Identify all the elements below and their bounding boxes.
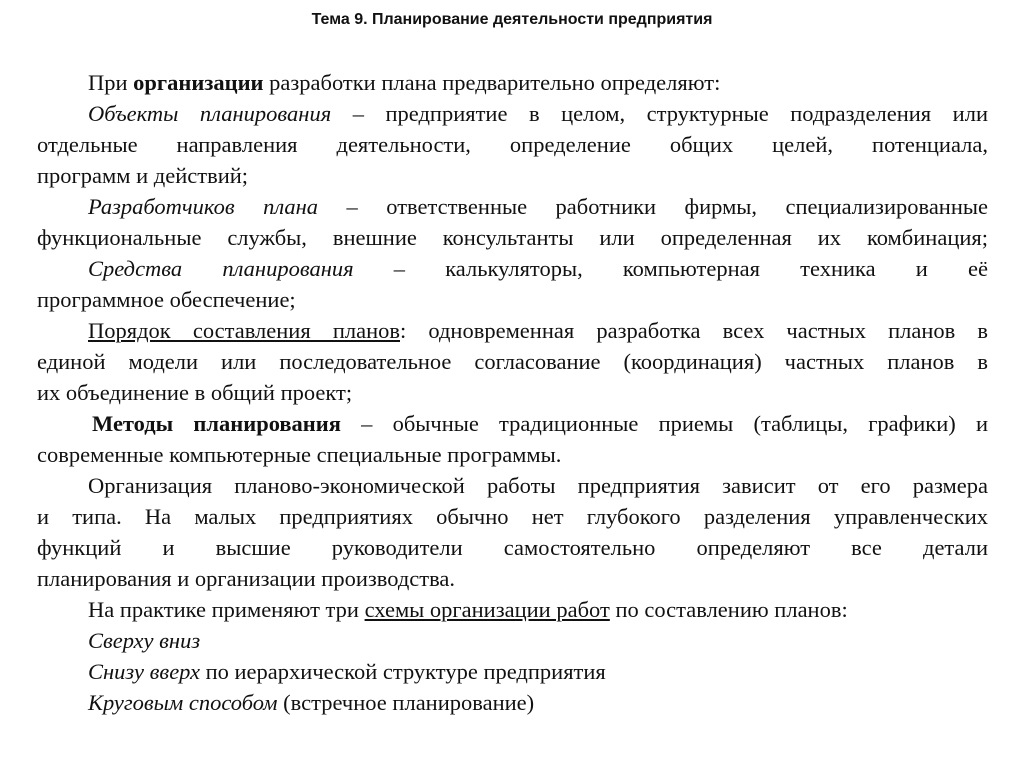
text-line	[37, 470, 988, 501]
text-segment: и типа. На малых предприятиях обычно нет глубокого разделения управленческих	[37, 504, 988, 529]
text-line	[37, 253, 988, 284]
text-line	[37, 284, 988, 315]
text-line	[37, 160, 988, 191]
italic-term: Средства планирования	[88, 256, 354, 281]
text-line	[37, 408, 988, 439]
slide-title: Тема 9. Планирование деятельности предприятия	[311, 11, 713, 28]
slide-body	[37, 67, 988, 718]
text-segment: функциональные службы, внешние консультанты или определенная их комбинация;	[37, 225, 988, 250]
bold-term: организации	[133, 70, 264, 95]
text-segment: (встречное планирование)	[277, 690, 535, 715]
text-line	[37, 656, 988, 687]
text-segment: единой модели или последовательное согласование (координация) частных планов в	[37, 349, 988, 374]
text-line	[37, 532, 988, 563]
text-segment: Организация планово-экономической работы предприятия зависит от его размера	[88, 473, 988, 498]
underlined-term: Порядок составления планов	[88, 318, 400, 343]
text-segment: по составлению планов:	[609, 597, 848, 622]
text-segment: : одновременная разработка всех частных планов в	[400, 318, 988, 343]
text-line	[37, 501, 988, 532]
text-segment: – ответственные работники фирмы, специализированные	[318, 194, 988, 219]
text-line	[37, 315, 988, 346]
text-segment: При	[88, 70, 134, 95]
italic-term: Снизу вверх	[88, 659, 200, 684]
text-segment: – предприятие в целом, структурные подразделения или	[331, 101, 988, 126]
text-line	[37, 594, 988, 625]
text-line	[37, 67, 988, 98]
italic-term: Объекты планирования	[88, 101, 332, 126]
text-line	[37, 687, 988, 718]
text-segment: по иерархической структуре предприятия	[199, 659, 606, 684]
italic-term: Сверху вниз	[88, 628, 201, 653]
text-segment: функций и высшие руководители самостоятельно определяют все детали	[37, 535, 988, 560]
text-line	[37, 346, 988, 377]
text-segment: их объединение в общий проект;	[37, 380, 353, 405]
text-segment: программное обеспечение;	[37, 287, 296, 312]
text-segment: отдельные направления деятельности, определение общих целей, потенциала,	[37, 132, 988, 157]
text-line	[37, 563, 988, 594]
text-segment: – калькуляторы, компьютерная техника и её	[353, 256, 988, 281]
text-segment: планирования и организации производства.	[37, 566, 456, 591]
text-segment: На практике применяют три	[88, 597, 365, 622]
text-segment: – обычные традиционные приемы (таблицы, графики) и	[340, 411, 988, 436]
text-line	[37, 98, 988, 129]
text-segment: современные компьютерные специальные программы.	[37, 442, 562, 467]
text-segment: разработки плана предварительно определяют:	[263, 70, 721, 95]
underlined-term: схемы организации работ	[364, 597, 610, 622]
italic-term: Круговым способом	[88, 690, 278, 715]
italic-term: Разработчиков плана	[88, 194, 319, 219]
text-line	[37, 222, 988, 253]
text-line	[37, 191, 988, 222]
text-line	[37, 129, 988, 160]
text-line	[37, 625, 988, 656]
text-line	[37, 377, 988, 408]
bold-term: Методы планирования	[92, 411, 341, 436]
text-line	[37, 439, 988, 470]
text-segment: программ и действий;	[37, 163, 249, 188]
